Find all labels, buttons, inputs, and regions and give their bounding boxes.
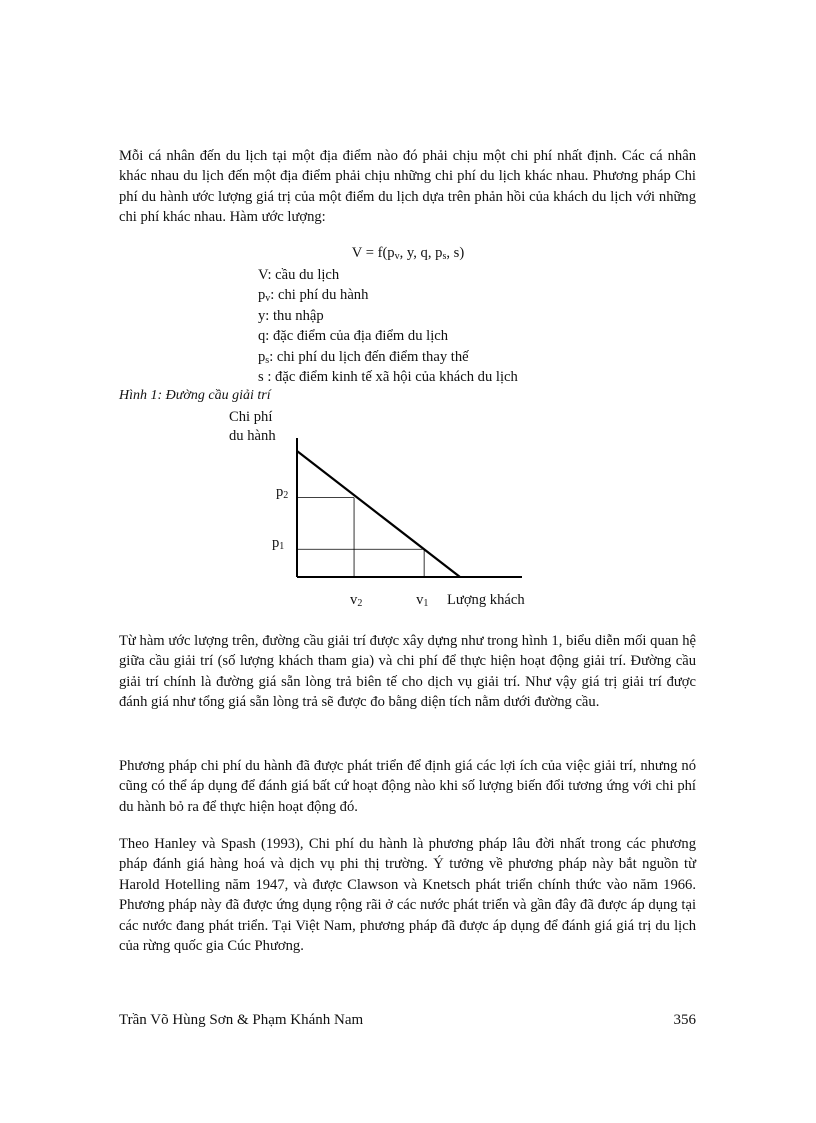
definition-symbol: q bbox=[258, 328, 266, 345]
x-tick-v2 bbox=[350, 592, 362, 609]
page-number: 356 bbox=[673, 1012, 696, 1028]
definition-text: : thu nhập bbox=[265, 307, 324, 324]
formula-sub-s: s bbox=[442, 251, 447, 262]
tick-base: v bbox=[416, 592, 424, 608]
definition-symbol: V bbox=[258, 267, 268, 283]
tick-subscript: 1 bbox=[423, 598, 429, 609]
definition-subscript: v bbox=[265, 293, 271, 305]
tick-subscript: 2 bbox=[283, 489, 289, 501]
definition-text: : cầu du lịch bbox=[267, 267, 340, 283]
paragraph-method-scope: Phương pháp chi phí du hành đã được phát triển để định giá các lợi ích của việc giải trí, nhưng nó cũng có thể áp dụng để đánh giá bất cứ hoạt động nào khi số lượng biến đổi tương ứng với chi phí du hành bỏ ra để thực hiện hoạt động đó. bbox=[119, 758, 696, 815]
definition-subscript: s bbox=[265, 354, 270, 366]
x-tick-v1 bbox=[416, 592, 428, 609]
formula-rhs: , s) bbox=[446, 245, 465, 261]
paragraph-history: Theo Hanley và Spash (1993), Chi phí du hành là phương pháp lâu đời nhất trong các phương pháp đánh giá hàng hoá và dịch vụ phi thị trường. Ý tưởng về phương pháp này bắt nguồn từ Harold Hotelling năm 1947, và được Clawson và Knetsch phát triển chính thức vào năm 1966. Phương pháp này đã được ứng dụng rộng rãi ở các nước phát triển và gần đây đã được áp dụng tại các nước đang phát triển. Tại Việt Nam, phương pháp đã được áp dụng để đánh giá giá trị du lịch của rừng quốc gia Cúc Phương. bbox=[119, 836, 696, 955]
formula-sub-v: v bbox=[394, 251, 400, 262]
formula-mid: , y, q, p bbox=[399, 245, 443, 261]
tick-base: p bbox=[276, 483, 284, 500]
tick-base: v bbox=[350, 592, 358, 608]
demand-curve-line bbox=[297, 451, 460, 577]
definition-symbol: s bbox=[258, 369, 264, 386]
definition-text: : chi phí du lịch đến điểm thay thế bbox=[269, 348, 469, 365]
paragraph-demand-curve: Từ hàm ước lượng trên, đường cầu giải trí được xây dựng như trong hình 1, biểu diễn mối quan hệ giữa cầu giải trí (số lượng khách tham gia) và chi phí để thực hiện hoạt động giải trí. Đường cầu giải trí chính là đường giá sẵn lòng trả biên tế cho dịch vụ giải trí. Như vậy giá trị giải trí được đánh giá như tổng giá sẵn lòng trả sẽ được đo bằng diện tích nằm dưới đường cầu. bbox=[119, 633, 696, 711]
figure-caption: Hình 1: Đường cầu giải trí bbox=[119, 388, 271, 403]
y-tick-p1 bbox=[272, 535, 284, 552]
paragraph-intro: Mỗi cá nhân đến du lịch tại một địa điểm nào đó phải chịu một chi phí nhất định. Các cá nhân khác nhau du lịch đến một địa điểm phải chịu những chi phí du lịch khác nhau. Phương pháp Chi phí du hành ước lượng giá trị của một điểm du lịch dựa trên phản hồi của khách du lịch với những chi phí khác nhau. Hàm ước lượng: bbox=[119, 148, 696, 226]
tick-subscript: 1 bbox=[279, 541, 285, 553]
definition-text: : chi phí du hành bbox=[270, 287, 369, 304]
definition-symbol: y bbox=[258, 307, 266, 324]
chart-x-axis-label: Lượng khách bbox=[447, 592, 525, 608]
tick-base: p bbox=[272, 535, 280, 552]
definition-text: : đặc điểm của địa điểm du lịch bbox=[265, 328, 449, 345]
chart-y-axis-label-line1: Chi phí bbox=[229, 409, 273, 425]
definition-symbol: p bbox=[258, 287, 266, 304]
definition-symbol: p bbox=[258, 348, 266, 365]
chart-y-axis-label-line2: du hành bbox=[229, 428, 276, 444]
formula-lhs: V = f(p bbox=[351, 245, 395, 261]
definition-text: : đặc điểm kinh tế xã hội của khách du lịch bbox=[263, 369, 518, 386]
footer-author: Trần Võ Hùng Sơn & Phạm Khánh Nam bbox=[119, 1012, 364, 1028]
tick-subscript: 2 bbox=[357, 598, 363, 609]
y-tick-p2 bbox=[276, 484, 288, 501]
